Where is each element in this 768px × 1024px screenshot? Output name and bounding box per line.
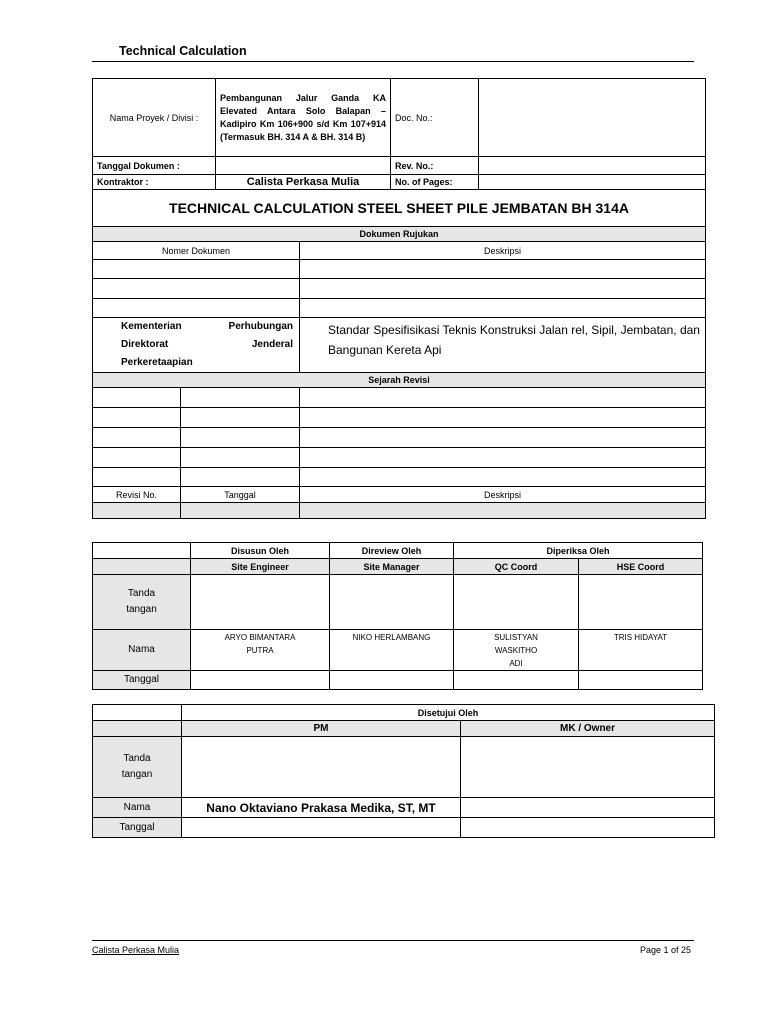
signature-box xyxy=(330,575,454,630)
table-cell xyxy=(93,260,300,279)
signoff-name-2: NIKO HERLAMBANG xyxy=(330,630,454,671)
references-col-nomor: Nomer Dokumen xyxy=(93,242,300,260)
role-site-manager: Site Manager xyxy=(330,559,454,575)
approval-table xyxy=(92,704,715,838)
references-col-deskripsi: Deskripsi xyxy=(300,242,706,260)
footer-rule xyxy=(92,940,694,941)
tanggal-dokumen-value xyxy=(216,157,391,175)
table-cell xyxy=(330,671,454,690)
table-cell xyxy=(461,798,715,818)
signoff-nama-label: Nama xyxy=(93,630,191,671)
table-cell xyxy=(93,503,181,519)
table-cell xyxy=(93,279,300,299)
table-cell xyxy=(300,428,706,448)
signature-box xyxy=(191,575,330,630)
rev-no-label: Rev. No.: xyxy=(391,157,479,175)
signoff-name-1: ARYO BIMANTARA PUTRA xyxy=(191,630,330,671)
signoff-disusun: Disusun Oleh xyxy=(191,543,330,559)
signoff-direview: Direview Oleh xyxy=(330,543,454,559)
main-title: TECHNICAL CALCULATION STEEL SHEET PILE JEMBATAN BH 314A xyxy=(93,190,706,227)
table-cell xyxy=(181,468,300,487)
table-cell xyxy=(300,448,706,468)
revisions-col-deskripsi: Deskripsi xyxy=(300,487,706,503)
revisions-col-tanggal: Tanggal xyxy=(181,487,300,503)
table-cell xyxy=(181,448,300,468)
table-cell xyxy=(579,671,703,690)
revisions-col-revisi: Revisi No. xyxy=(93,487,181,503)
header-rule xyxy=(92,61,694,62)
table-cell xyxy=(93,559,191,575)
table-cell xyxy=(181,388,300,408)
table-cell xyxy=(461,818,715,838)
signoff-table xyxy=(92,542,703,690)
table-cell xyxy=(93,468,181,487)
approval-tanggal-label: Tanggal xyxy=(93,818,182,838)
reference-entry-description: Standar Spesifisikasi Teknis Konstruksi Jalan rel, Sipil, Jembatan, dan Bangunan Kereta Api xyxy=(300,318,706,373)
approval-tanda-tangan-label: Tanda tangan xyxy=(93,737,182,798)
doc-no-label: Doc. No.: xyxy=(391,79,479,157)
issuer-word: Direktorat xyxy=(121,339,169,350)
signoff-name-3: SULISTYAN WASKITHO ADI xyxy=(454,630,579,671)
signoff-diperiksa: Diperiksa Oleh xyxy=(454,543,703,559)
document-table xyxy=(92,78,706,519)
footer-company: Calista Perkasa Mulia xyxy=(92,945,180,955)
rev-no-value xyxy=(479,157,706,175)
project-name-value: Pembangunan Jalur Ganda KA Elevated Antara Solo Balapan – Kadipiro Km 106+900 s/d Km 107+914 (Termasuk BH. 314 A & BH. 314 B) xyxy=(216,79,391,157)
references-section-title: Dokumen Rujukan xyxy=(93,227,706,242)
signature-box xyxy=(461,737,715,798)
approval-pm-name: Nano Oktaviano Prakasa Medika, ST, MT xyxy=(182,798,461,818)
approval-disetujui: Disetujui Oleh xyxy=(182,705,715,721)
table-cell xyxy=(93,428,181,448)
issuer-word: Jenderal xyxy=(251,339,293,350)
signoff-tanda-tangan-label: Tanda tangan xyxy=(93,575,191,630)
kontraktor-value: Calista Perkasa Mulia xyxy=(216,175,391,190)
table-cell xyxy=(181,428,300,448)
table-cell xyxy=(181,408,300,428)
reference-entry-issuer xyxy=(93,318,300,373)
table-cell xyxy=(300,260,706,279)
role-hse-coord: HSE Coord xyxy=(579,559,703,575)
project-name-label: Nama Proyek / Divisi : xyxy=(93,79,216,157)
table-cell xyxy=(300,279,706,299)
table-cell xyxy=(93,299,300,318)
table-cell xyxy=(300,408,706,428)
role-site-engineer: Site Engineer xyxy=(191,559,330,575)
approval-mk-owner: MK / Owner xyxy=(461,721,715,737)
issuer-word: Perkeretaapian xyxy=(121,357,193,368)
tanggal-dokumen-label: Tanggal Dokumen : xyxy=(93,157,216,175)
revisions-section-title: Sejarah Revisi xyxy=(93,373,706,388)
approval-pm: PM xyxy=(182,721,461,737)
table-cell xyxy=(93,543,191,559)
signature-box xyxy=(579,575,703,630)
signature-box xyxy=(454,575,579,630)
pages-label: No. of Pages: xyxy=(391,175,479,190)
footer-page-number: Page 1 of 25 xyxy=(640,945,692,955)
table-cell xyxy=(300,468,706,487)
header-title: Technical Calculation xyxy=(119,44,247,58)
table-cell xyxy=(93,721,182,737)
signature-box xyxy=(182,737,461,798)
issuer-word: Perhubungan xyxy=(228,321,293,332)
table-cell xyxy=(300,388,706,408)
table-cell xyxy=(93,388,181,408)
table-cell xyxy=(300,299,706,318)
table-cell xyxy=(454,671,579,690)
table-cell xyxy=(191,671,330,690)
table-cell xyxy=(93,408,181,428)
signoff-tanggal-label: Tanggal xyxy=(93,671,191,690)
table-cell xyxy=(181,503,300,519)
doc-no-value xyxy=(479,79,706,157)
table-cell xyxy=(182,818,461,838)
table-cell xyxy=(93,448,181,468)
table-cell xyxy=(300,503,706,519)
pages-value xyxy=(479,175,706,190)
kontraktor-label: Kontraktor : xyxy=(93,175,216,190)
signoff-name-4: TRIS HIDAYAT xyxy=(579,630,703,671)
issuer-word: Kementerian xyxy=(121,321,182,332)
table-cell xyxy=(93,705,182,721)
approval-nama-label: Nama xyxy=(93,798,182,818)
role-qc-coord: QC Coord xyxy=(454,559,579,575)
